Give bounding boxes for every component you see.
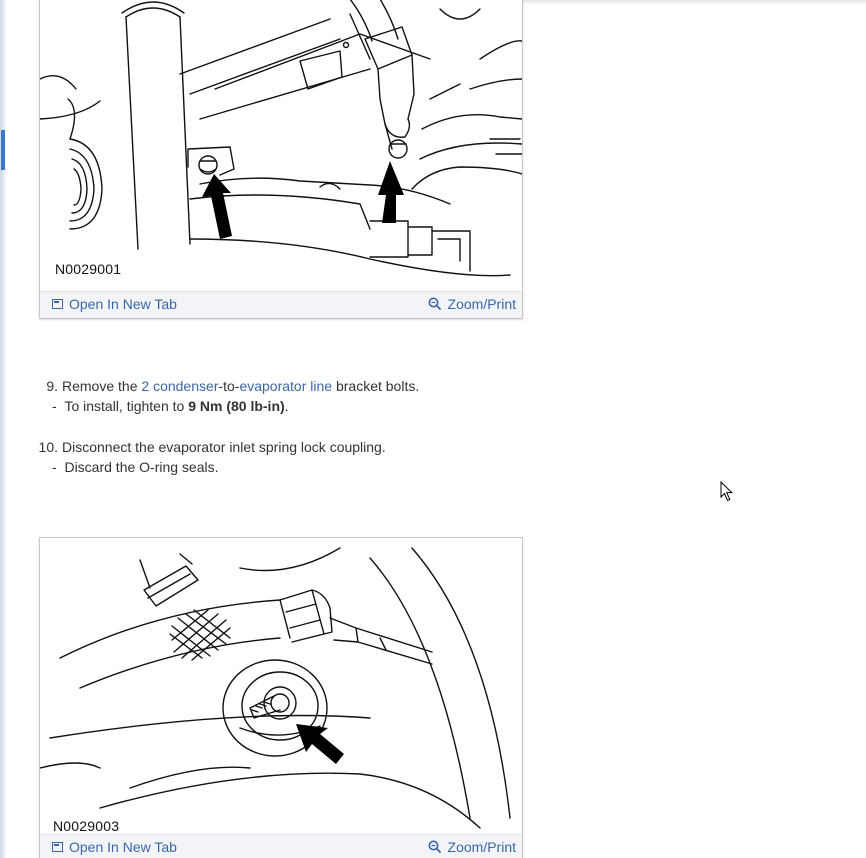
- figure-illustration: [40, 0, 522, 291]
- open-tab-icon: [52, 299, 63, 309]
- step-text-end: bracket bolts.: [332, 378, 420, 394]
- step-text: [62, 378, 419, 394]
- dash: -: [52, 398, 65, 414]
- open-in-new-tab-link[interactable]: [52, 839, 177, 855]
- figure-id-label: N0029001: [55, 261, 122, 277]
- dash: -: [52, 459, 65, 475]
- link-quantity[interactable]: 2: [141, 378, 150, 394]
- open-tab-icon: [52, 842, 63, 852]
- zoom-print-link[interactable]: [428, 296, 516, 312]
- zoom-print-label: Zoom/Print: [447, 296, 516, 312]
- figure-id-label: N0029003: [53, 818, 120, 834]
- zoom-icon: [428, 297, 442, 311]
- figure-toolbar: [40, 834, 522, 858]
- left-rail: [0, 0, 7, 858]
- open-in-new-tab-label: Open In New Tab: [69, 839, 177, 855]
- step-text-mid: -to-: [218, 378, 240, 394]
- open-in-new-tab-label: Open In New Tab: [69, 296, 177, 312]
- top-strip: [520, 0, 866, 5]
- link-evaporator-line[interactable]: evaporator line: [239, 378, 333, 394]
- substep-text: Discard the O-ring seals.: [64, 459, 219, 475]
- figure-n0029001: [39, 0, 523, 319]
- step-10-substep: [38, 457, 419, 477]
- open-in-new-tab-link[interactable]: [52, 296, 177, 312]
- link-condenser[interactable]: condenser: [153, 378, 219, 394]
- step-9-substep: [38, 396, 419, 416]
- zoom-icon: [428, 840, 442, 854]
- step-number: 10.: [38, 439, 58, 455]
- step-9: [38, 376, 419, 396]
- mouse-cursor-icon: [720, 481, 734, 503]
- substep-end: .: [284, 398, 289, 414]
- figure-toolbar: [40, 291, 522, 318]
- figure-n0029003: [39, 537, 523, 858]
- figure-illustration: [40, 538, 522, 834]
- step-number: 9.: [46, 378, 58, 394]
- rail-marker: [1, 130, 5, 170]
- step-text: Disconnect the evaporator inlet spring lock coupling.: [62, 439, 386, 455]
- step-10: [34, 437, 419, 457]
- step-text-start: Remove the: [62, 378, 142, 394]
- torque-spec: 9 Nm (80 lb-in): [188, 398, 285, 414]
- figure-image: [40, 538, 522, 834]
- zoom-print-label: Zoom/Print: [447, 839, 516, 855]
- substep-text: To install, tighten to: [64, 398, 189, 414]
- zoom-print-link[interactable]: [428, 839, 516, 855]
- procedure-steps: [38, 376, 419, 477]
- figure-image: [40, 0, 522, 291]
